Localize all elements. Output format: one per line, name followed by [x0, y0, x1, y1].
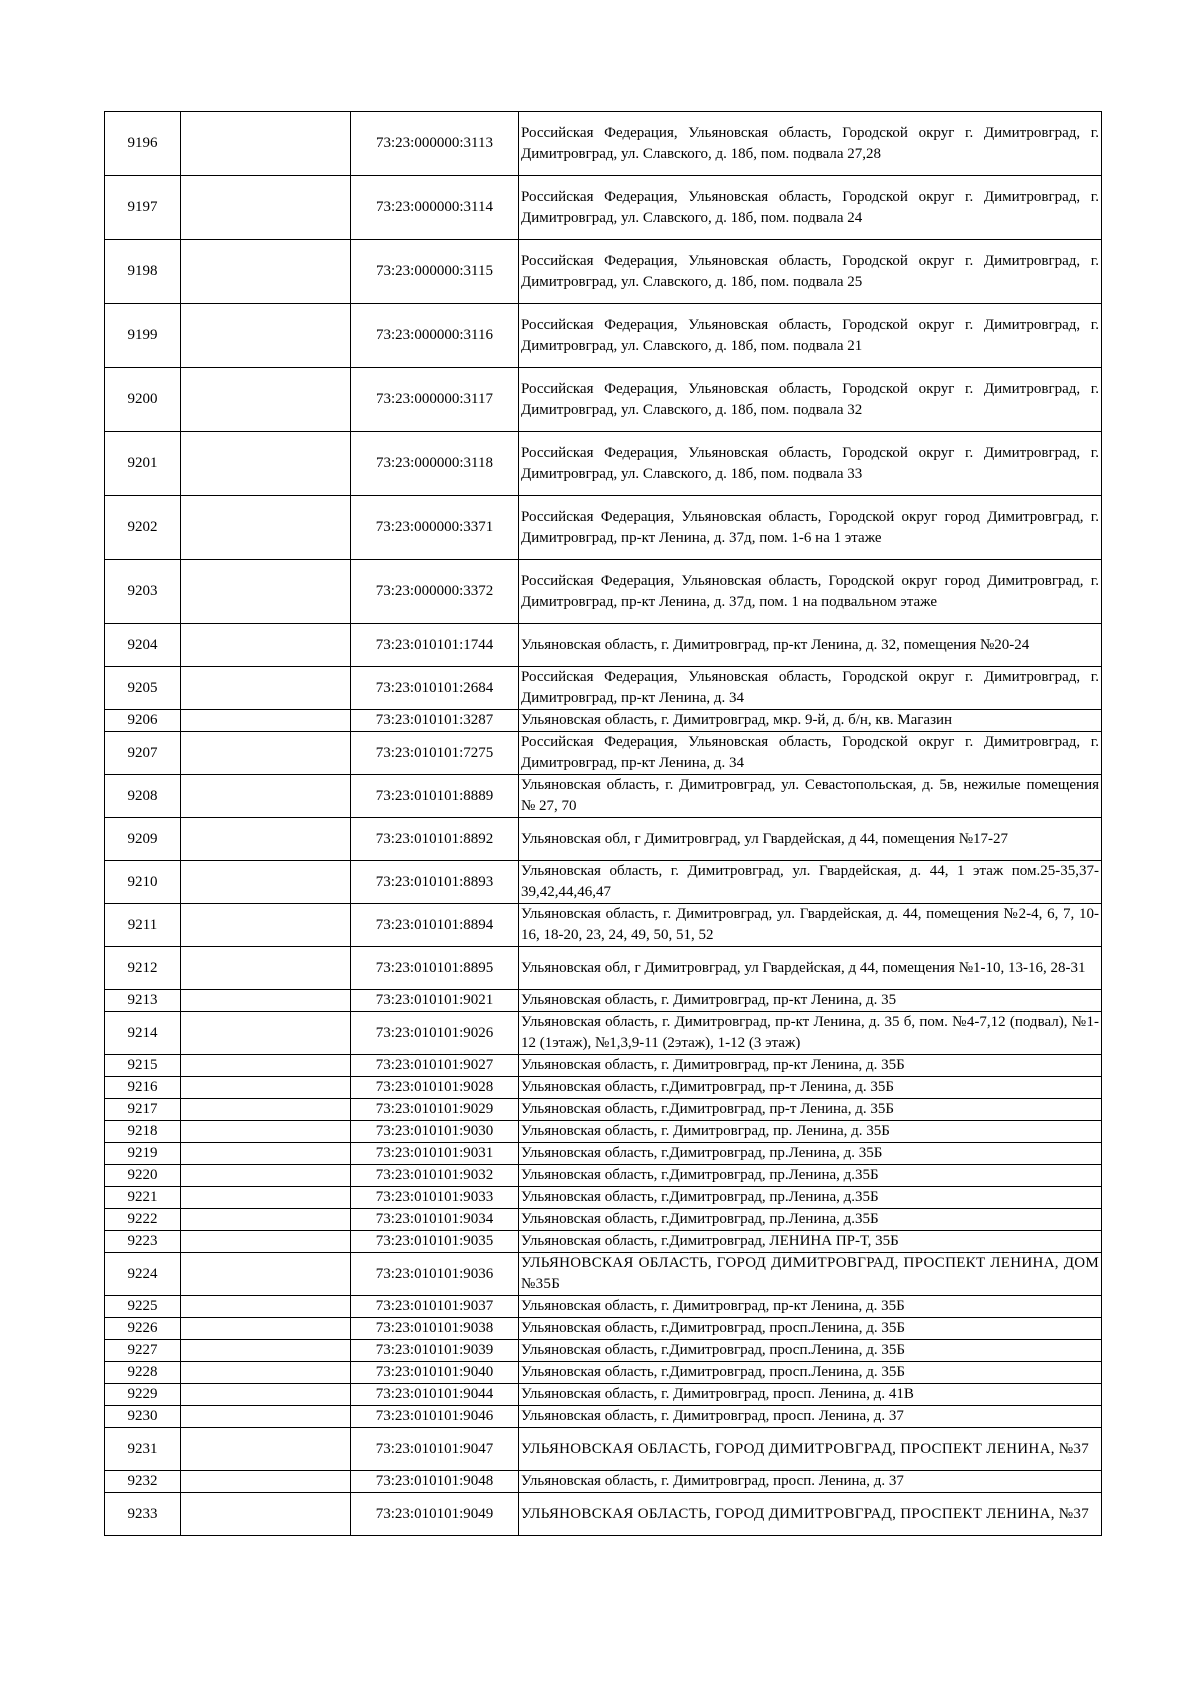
row-number: 9212 — [105, 947, 181, 990]
address: Ульяновская область, г. Димитровград, ул. Гвардейская, д. 44, 1 этаж пом.25-35,37-39,42,44,46,47 — [519, 861, 1102, 904]
row-number: 9211 — [105, 904, 181, 947]
table-row — [105, 1077, 1102, 1099]
address: Ульяновская область, г.Димитровград, просп.Ленина, д. 35Б — [519, 1318, 1102, 1340]
empty-cell — [181, 1253, 351, 1296]
address: Российская Федерация, Ульяновская область, Городской округ г. Димитровград, г. Димитровград, ул. Славского, д. 18б, пом. подвала 25 — [519, 240, 1102, 304]
empty-cell — [181, 112, 351, 176]
empty-cell — [181, 176, 351, 240]
table-row — [105, 818, 1102, 861]
empty-cell — [181, 1428, 351, 1471]
cadastral-number: 73:23:010101:2684 — [351, 667, 519, 710]
empty-cell — [181, 1012, 351, 1055]
row-number: 9204 — [105, 624, 181, 667]
row-number: 9217 — [105, 1099, 181, 1121]
table-row — [105, 1055, 1102, 1077]
empty-cell — [181, 1340, 351, 1362]
address: Российская Федерация, Ульяновская область, Городской округ г. Димитровград, г. Димитровград, пр-кт Ленина, д. 34 — [519, 667, 1102, 710]
table-row — [105, 1318, 1102, 1340]
cadastral-number: 73:23:010101:9033 — [351, 1187, 519, 1209]
table-row — [105, 1143, 1102, 1165]
table-row — [105, 1165, 1102, 1187]
table-row — [105, 1253, 1102, 1296]
address: Ульяновская область, г. Димитровград, пр-кт Ленина, д. 35 — [519, 990, 1102, 1012]
row-number: 9221 — [105, 1187, 181, 1209]
empty-cell — [181, 775, 351, 818]
address: Ульяновская обл, г Димитровград, ул Гвардейская, д 44, помещения №17-27 — [519, 818, 1102, 861]
empty-cell — [181, 710, 351, 732]
empty-cell — [181, 560, 351, 624]
cadastral-number: 73:23:010101:1744 — [351, 624, 519, 667]
address: Ульяновская область, г. Димитровград, мкр. 9-й, д. б/н, кв. Магазин — [519, 710, 1102, 732]
row-number: 9216 — [105, 1077, 181, 1099]
table-row — [105, 1209, 1102, 1231]
cadastral-number: 73:23:010101:9036 — [351, 1253, 519, 1296]
cadastral-number: 73:23:010101:9031 — [351, 1143, 519, 1165]
empty-cell — [181, 818, 351, 861]
empty-cell — [181, 432, 351, 496]
address: Ульяновская область, г. Димитровград, ул. Гвардейская, д. 44, помещения №2-4, 6, 7, 10-16, 18-20, 23, 24, 49, 50, 51, 52 — [519, 904, 1102, 947]
row-number: 9224 — [105, 1253, 181, 1296]
address: УЛЬЯНОВСКАЯ ОБЛАСТЬ, ГОРОД ДИМИТРОВГРАД, ПРОСПЕКТ ЛЕНИНА, №37 — [519, 1428, 1102, 1471]
address: Российская Федерация, Ульяновская область, Городской округ г. Димитровград, г. Димитровград, ул. Славского, д. 18б, пом. подвала 24 — [519, 176, 1102, 240]
table-row — [105, 947, 1102, 990]
table-row — [105, 368, 1102, 432]
empty-cell — [181, 1209, 351, 1231]
row-number: 9220 — [105, 1165, 181, 1187]
cadastral-number: 73:23:010101:9027 — [351, 1055, 519, 1077]
row-number: 9203 — [105, 560, 181, 624]
address: Ульяновская область, г. Димитровград, просп. Ленина, д. 41В — [519, 1384, 1102, 1406]
row-number: 9214 — [105, 1012, 181, 1055]
empty-cell — [181, 1099, 351, 1121]
table-row — [105, 1493, 1102, 1536]
row-number: 9205 — [105, 667, 181, 710]
table-row — [105, 176, 1102, 240]
table-row — [105, 560, 1102, 624]
row-number: 9227 — [105, 1340, 181, 1362]
address: Ульяновская область, г.Димитровград, пр.Ленина, д.35Б — [519, 1187, 1102, 1209]
address: Ульяновская область, г.Димитровград, просп.Ленина, д. 35Б — [519, 1362, 1102, 1384]
address: Российская Федерация, Ульяновская область, Городской округ город Димитровград, г. Димитровград, пр-кт Ленина, д. 37д, пом. 1-6 на 1 этаже — [519, 496, 1102, 560]
table-row — [105, 1428, 1102, 1471]
cadastral-number: 73:23:010101:9028 — [351, 1077, 519, 1099]
row-number: 9225 — [105, 1296, 181, 1318]
row-number: 9232 — [105, 1471, 181, 1493]
row-number: 9213 — [105, 990, 181, 1012]
address: Ульяновская область, г.Димитровград, пр-т Ленина, д. 35Б — [519, 1099, 1102, 1121]
table-row — [105, 732, 1102, 775]
row-number: 9218 — [105, 1121, 181, 1143]
row-number: 9198 — [105, 240, 181, 304]
row-number: 9223 — [105, 1231, 181, 1253]
empty-cell — [181, 1384, 351, 1406]
address: Ульяновская область, г. Димитровград, пр-кт Ленина, д. 32, помещения №20-24 — [519, 624, 1102, 667]
row-number: 9196 — [105, 112, 181, 176]
empty-cell — [181, 240, 351, 304]
row-number: 9197 — [105, 176, 181, 240]
empty-cell — [181, 624, 351, 667]
cadastral-number: 73:23:010101:9021 — [351, 990, 519, 1012]
row-number: 9207 — [105, 732, 181, 775]
cadastral-number: 73:23:010101:9049 — [351, 1493, 519, 1536]
table-row — [105, 1362, 1102, 1384]
property-registry-table — [104, 111, 1102, 1536]
row-number: 9206 — [105, 710, 181, 732]
empty-cell — [181, 990, 351, 1012]
cadastral-number: 73:23:010101:8894 — [351, 904, 519, 947]
cadastral-number: 73:23:010101:9035 — [351, 1231, 519, 1253]
row-number: 9200 — [105, 368, 181, 432]
empty-cell — [181, 1296, 351, 1318]
address: Российская Федерация, Ульяновская область, Городской округ г. Димитровград, г. Димитровград, ул. Славского, д. 18б, пом. подвала 32 — [519, 368, 1102, 432]
cadastral-number: 73:23:010101:3287 — [351, 710, 519, 732]
cadastral-number: 73:23:000000:3117 — [351, 368, 519, 432]
cadastral-number: 73:23:010101:9038 — [351, 1318, 519, 1340]
cadastral-number: 73:23:000000:3113 — [351, 112, 519, 176]
address: Ульяновская область, г. Димитровград, просп. Ленина, д. 37 — [519, 1471, 1102, 1493]
address: Ульяновская область, г.Димитровград, пр.Ленина, д.35Б — [519, 1209, 1102, 1231]
cadastral-number: 73:23:010101:9048 — [351, 1471, 519, 1493]
cadastral-number: 73:23:010101:9040 — [351, 1362, 519, 1384]
row-number: 9233 — [105, 1493, 181, 1536]
address: Ульяновская область, г. Димитровград, пр-кт Ленина, д. 35Б — [519, 1055, 1102, 1077]
cadastral-number: 73:23:010101:7275 — [351, 732, 519, 775]
empty-cell — [181, 904, 351, 947]
row-number: 9199 — [105, 304, 181, 368]
table-row — [105, 1121, 1102, 1143]
cadastral-number: 73:23:010101:9026 — [351, 1012, 519, 1055]
table-row — [105, 667, 1102, 710]
empty-cell — [181, 1187, 351, 1209]
address: Российская Федерация, Ульяновская область, Городской округ город Димитровград, г. Димитровград, пр-кт Ленина, д. 37д, пом. 1 на подвальном этаже — [519, 560, 1102, 624]
table-row — [105, 496, 1102, 560]
address: УЛЬЯНОВСКАЯ ОБЛАСТЬ, ГОРОД ДИМИТРОВГРАД, ПРОСПЕКТ ЛЕНИНА, ДОМ №35Б — [519, 1253, 1102, 1296]
cadastral-number: 73:23:010101:9037 — [351, 1296, 519, 1318]
table-row — [105, 990, 1102, 1012]
address: Российская Федерация, Ульяновская область, Городской округ г. Димитровград, г. Димитровград, ул. Славского, д. 18б, пом. подвала 27,28 — [519, 112, 1102, 176]
empty-cell — [181, 1077, 351, 1099]
table-row — [105, 1471, 1102, 1493]
row-number: 9230 — [105, 1406, 181, 1428]
table-row — [105, 240, 1102, 304]
table-row — [105, 904, 1102, 947]
row-number: 9210 — [105, 861, 181, 904]
table-row — [105, 1406, 1102, 1428]
cadastral-number: 73:23:000000:3114 — [351, 176, 519, 240]
row-number: 9208 — [105, 775, 181, 818]
row-number: 9226 — [105, 1318, 181, 1340]
address: Ульяновская область, г. Димитровград, пр-кт Ленина, д. 35Б — [519, 1296, 1102, 1318]
empty-cell — [181, 1165, 351, 1187]
cadastral-number: 73:23:010101:8893 — [351, 861, 519, 904]
row-number: 9209 — [105, 818, 181, 861]
address: Ульяновская область, г.Димитровград, пр.Ленина, д. 35Б — [519, 1143, 1102, 1165]
cadastral-number: 73:23:010101:9044 — [351, 1384, 519, 1406]
empty-cell — [181, 732, 351, 775]
cadastral-number: 73:23:010101:9047 — [351, 1428, 519, 1471]
row-number: 9219 — [105, 1143, 181, 1165]
empty-cell — [181, 947, 351, 990]
empty-cell — [181, 304, 351, 368]
empty-cell — [181, 667, 351, 710]
empty-cell — [181, 1362, 351, 1384]
table-row — [105, 624, 1102, 667]
cadastral-number: 73:23:010101:8895 — [351, 947, 519, 990]
cadastral-number: 73:23:010101:9034 — [351, 1209, 519, 1231]
row-number: 9201 — [105, 432, 181, 496]
cadastral-number: 73:23:000000:3115 — [351, 240, 519, 304]
empty-cell — [181, 1143, 351, 1165]
cadastral-number: 73:23:000000:3116 — [351, 304, 519, 368]
cadastral-number: 73:23:000000:3118 — [351, 432, 519, 496]
table-row — [105, 1384, 1102, 1406]
row-number: 9231 — [105, 1428, 181, 1471]
row-number: 9215 — [105, 1055, 181, 1077]
address: Ульяновская область, г. Димитровград, пр. Ленина, д. 35Б — [519, 1121, 1102, 1143]
table-row — [105, 1340, 1102, 1362]
cadastral-number: 73:23:010101:8892 — [351, 818, 519, 861]
table-row — [105, 1296, 1102, 1318]
address: УЛЬЯНОВСКАЯ ОБЛАСТЬ, ГОРОД ДИМИТРОВГРАД, ПРОСПЕКТ ЛЕНИНА, №37 — [519, 1493, 1102, 1536]
table-row — [105, 1187, 1102, 1209]
table-row — [105, 861, 1102, 904]
address: Российская Федерация, Ульяновская область, Городской округ г. Димитровград, г. Димитровград, пр-кт Ленина, д. 34 — [519, 732, 1102, 775]
address: Ульяновская область, г.Димитровград, пр-т Ленина, д. 35Б — [519, 1077, 1102, 1099]
address: Ульяновская область, г.Димитровград, пр.Ленина, д.35Б — [519, 1165, 1102, 1187]
address: Ульяновская область, г. Димитровград, просп. Ленина, д. 37 — [519, 1406, 1102, 1428]
empty-cell — [181, 496, 351, 560]
table-row — [105, 304, 1102, 368]
row-number: 9229 — [105, 1384, 181, 1406]
cadastral-number: 73:23:010101:9039 — [351, 1340, 519, 1362]
empty-cell — [181, 1471, 351, 1493]
cadastral-number: 73:23:010101:8889 — [351, 775, 519, 818]
table-row — [105, 1231, 1102, 1253]
table-row — [105, 1012, 1102, 1055]
registry-body — [105, 112, 1102, 1536]
cadastral-number: 73:23:010101:9032 — [351, 1165, 519, 1187]
row-number: 9202 — [105, 496, 181, 560]
empty-cell — [181, 861, 351, 904]
empty-cell — [181, 1055, 351, 1077]
address: Российская Федерация, Ульяновская область, Городской округ г. Димитровград, г. Димитровград, ул. Славского, д. 18б, пом. подвала 21 — [519, 304, 1102, 368]
row-number: 9228 — [105, 1362, 181, 1384]
address: Российская Федерация, Ульяновская область, Городской округ г. Димитровград, г. Димитровград, ул. Славского, д. 18б, пом. подвала 33 — [519, 432, 1102, 496]
empty-cell — [181, 1121, 351, 1143]
table-row — [105, 112, 1102, 176]
cadastral-number: 73:23:000000:3371 — [351, 496, 519, 560]
table-row — [105, 775, 1102, 818]
empty-cell — [181, 1318, 351, 1340]
cadastral-number: 73:23:010101:9046 — [351, 1406, 519, 1428]
address: Ульяновская область, г. Димитровград, пр-кт Ленина, д. 35 б, пом. №4-7,12 (подвал), №1-12 (1этаж), №1,3,9-11 (2этаж), 1-12 (3 этаж) — [519, 1012, 1102, 1055]
empty-cell — [181, 1406, 351, 1428]
address: Ульяновская область, г.Димитровград, просп.Ленина, д. 35Б — [519, 1340, 1102, 1362]
empty-cell — [181, 1493, 351, 1536]
cadastral-number: 73:23:000000:3372 — [351, 560, 519, 624]
table-row — [105, 1099, 1102, 1121]
row-number: 9222 — [105, 1209, 181, 1231]
cadastral-number: 73:23:010101:9030 — [351, 1121, 519, 1143]
address: Ульяновская область, г.Димитровград, ЛЕНИНА ПР-Т, 35Б — [519, 1231, 1102, 1253]
address: Ульяновская обл, г Димитровград, ул Гвардейская, д 44, помещения №1-10, 13-16, 28-31 — [519, 947, 1102, 990]
empty-cell — [181, 368, 351, 432]
cadastral-number: 73:23:010101:9029 — [351, 1099, 519, 1121]
table-row — [105, 710, 1102, 732]
address: Ульяновская область, г. Димитровград, ул. Севастопольская, д. 5в, нежилые помещения № 27, 70 — [519, 775, 1102, 818]
empty-cell — [181, 1231, 351, 1253]
table-row — [105, 432, 1102, 496]
